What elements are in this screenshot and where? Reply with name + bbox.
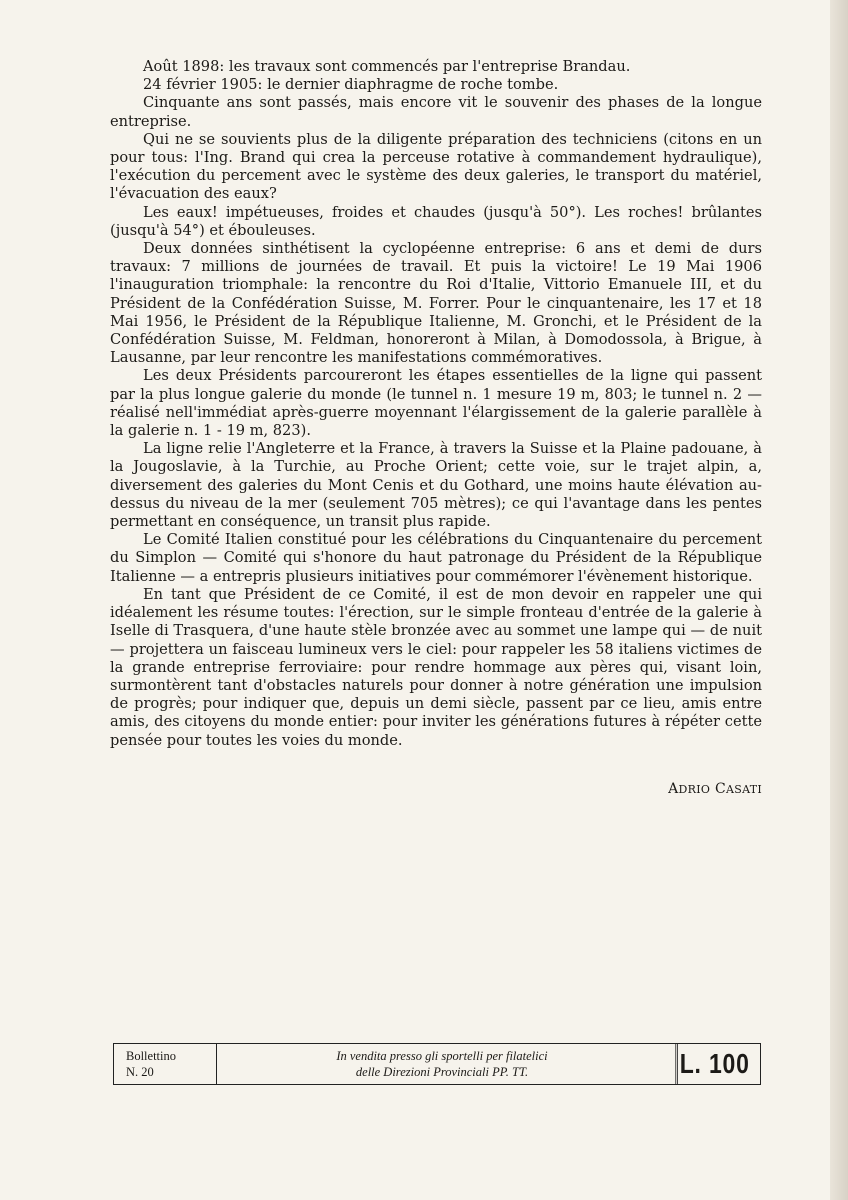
paragraph-1: Août 1898: les travaux sont commencés par l'entreprise Brandau. <box>143 58 631 75</box>
signature-last-name: CASATI <box>714 781 762 797</box>
bulletin-number: N. 20 <box>126 1065 154 1079</box>
paragraph-7: Les deux Présidents parcoureront les étapes essentielles de la ligne qui passent par la plus longue galerie du monde (le tunnel n. 1 mesure 19 m, 803; le tunnel n. 2 — réalisé nell'immédiat après-guerre moyennant l'élargissement de la galerie parallèle à la galerie n. 1 - 19 m, 823). <box>110 367 762 440</box>
paragraph-8: La ligne relie l'Angleterre et la France, à travers la Suisse et la Plaine padouane, à la Jougoslavie, à la Turchie, au Proche Orient; cette voie, sur le trajet alpin, a, diversement des galeries du Mont Cenis et du Gothard, une moins haute élévation au-dessus du niveau de la mer (seulement 705 mètres); ce qui l'avantage dans les pentes permettant en conséquence, un transit plus rapide. <box>110 440 762 531</box>
paragraph-5: Les eaux! impétueuses, froides et chaudes (jusqu'à 50°). Les roches! brûlantes (jusqu'à 54°) et ébouleuses. <box>110 203 762 239</box>
paragraph-9: Le Comité Italien constitué pour les célébrations du Cinquantenaire du percement du Simplon — Comité qui s'honore du haut patronage du Président de la République Italienne — a entrepris plusieurs initiatives pour commémorer l'évènement historique. <box>110 531 762 585</box>
article-body <box>110 58 762 750</box>
paragraph-4: Qui ne se souvients plus de la diligente préparation des techniciens (citons en un pour tous: l'Ing. Brand qui crea la perceuse rotative à commandement hydraulique), l'exécution du percement avec le système des deux galeries, le transport du matériel, l'évacuation des eaux? <box>110 130 762 203</box>
bulletin-label: Bollettino <box>126 1049 176 1063</box>
signature-first-name: ADRIO <box>668 781 711 797</box>
paragraph-10: En tant que Président de ce Comité, il est de mon devoir en rappeler une qui idéalement les résume toutes: l'érection, sur le simple fronteau d'entrée de la galerie à Iselle di Trasquera, d'une haute stèle bronzée avec au sommet une lampe qui — de nuit — projettera un faisceau lumineux vers le ciel: pour rappeler les 58 italiens victimes de la grande entreprise ferroviaire: pour rendre hommage aux pères qui, visant loin, surmontèrent tant d'obstacles naturels pour donner à notre génération une impulsion de progrès; pour indiquer que, depuis un demi siècle, passent par ce lieu, amis entre amis, des citoyens du monde entier: pour inviter les générations futures à répéter cette pensée pour toutes les voies du monde. <box>110 585 762 749</box>
sale-info <box>217 1044 667 1084</box>
paragraph-6: Deux données sinthétisent la cyclopéenne entreprise: 6 ans et demi de durs travaux: 7 millions de journées de travail. Et puis la victoire! Le 19 Mai 1906 l'inauguration triomphale: la rencontre du Roi d'Italie, Vittorio Emanuele III, et du Président de la Confédération Suisse, M. Forrer. Pour le cinquantenaire, les 17 et 18 Mai 1956, le Président de la République Italienne, M. Gronchi, et le Président de la Confédération Suisse, M. Feldman, honoreront à Milan, à Domodossola, à Brigue, à Lausanne, par leur rencontre les manifestations commémoratives. <box>110 240 762 367</box>
author-signature <box>560 781 762 797</box>
page-edge <box>830 0 848 1200</box>
bulletin-info <box>114 1044 217 1084</box>
sale-line-1: In vendita presso gli sportelli per filatelici <box>336 1049 548 1063</box>
footer-box <box>113 1043 761 1085</box>
paragraph-3: Cinquante ans sont passés, mais encore vit le souvenir des phases de la longue entreprise. <box>110 94 762 130</box>
paragraph-2: 24 février 1905: le dernier diaphragme de roche tombe. <box>143 76 559 94</box>
price-label: L. 100 <box>675 1044 751 1084</box>
sale-line-2: delle Direzioni Provinciali PP. TT. <box>355 1065 529 1079</box>
